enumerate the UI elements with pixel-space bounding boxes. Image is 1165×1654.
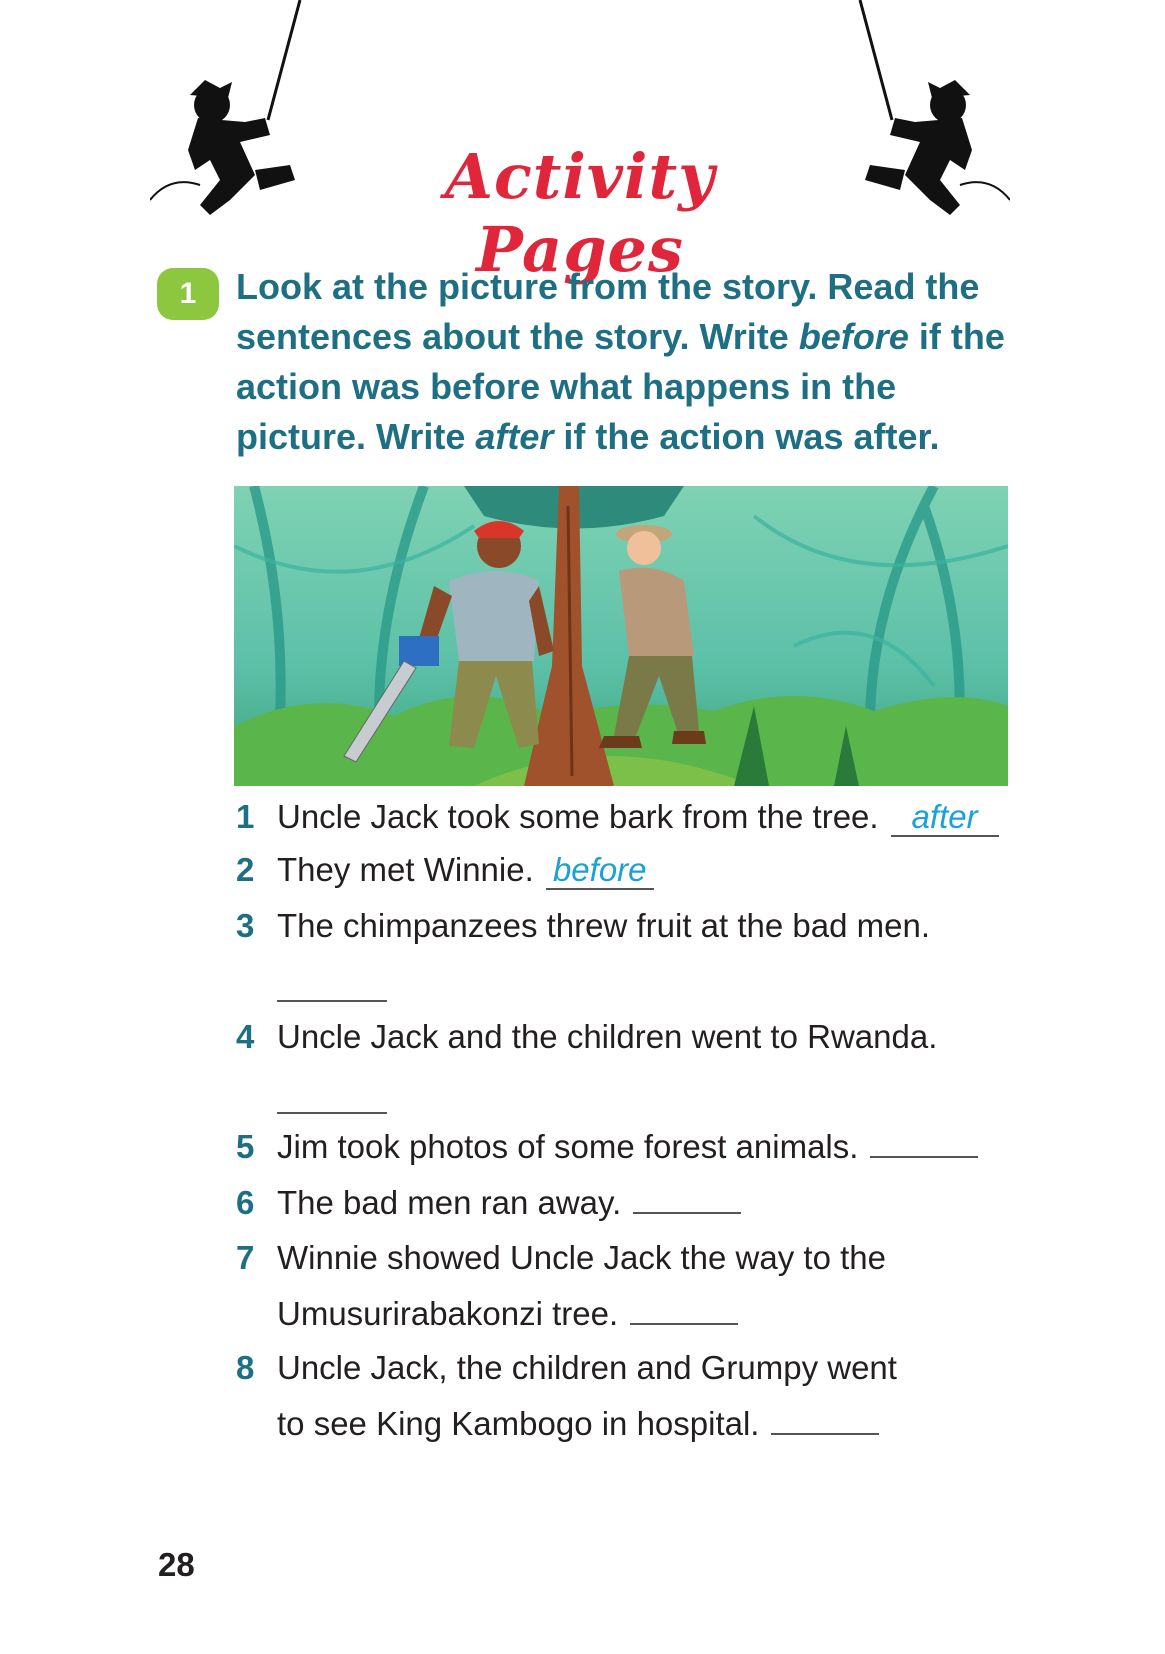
question-text: Uncle Jack, the children and Grumpy went [277,1349,897,1386]
page-title: Activity Pages [444,140,716,286]
question-text: Uncle Jack took some bark from the tree. [277,798,879,835]
question-text: to see King Kambogo in hospital. [277,1405,760,1442]
question-number: 3 [236,907,255,944]
page-number: 28 [158,1546,195,1583]
question-number: 8 [236,1349,255,1386]
question-text: Uncle Jack and the children went to Rwanda. [277,1018,938,1055]
exercise-instruction: Look at the picture from the story. Read the sentences about the story. Write before if the action was before what happens in the picture. Write after if the action was after. [236,266,1005,457]
question-text: The chimpanzees threw fruit at the bad men. [277,907,931,944]
question-text: They met Winnie. [277,851,534,888]
answer-field[interactable] [870,1128,978,1158]
page-header [150,0,1010,286]
answer-field[interactable] [633,1184,741,1214]
question-number: 4 [236,1018,255,1055]
question-text: The bad men ran away. [277,1184,622,1221]
question-number: 1 [236,798,255,835]
exercise-number-badge: 1 [157,268,219,320]
question-text: Umusurirabakonzi tree. [277,1295,619,1332]
question-number: 7 [236,1239,255,1276]
question-text: Jim took photos of some forest animals. [277,1128,859,1165]
question-number: 6 [236,1184,255,1221]
answer-field[interactable] [630,1295,738,1325]
question-number: 2 [236,851,255,888]
answer-field[interactable] [277,1112,387,1114]
story-illustration [234,486,1008,786]
answer-field[interactable]: after [891,799,999,837]
question-text: Winnie showed Uncle Jack the way to the [277,1239,886,1276]
answer-field[interactable] [771,1405,879,1435]
answer-field[interactable]: before [546,852,654,890]
question-number: 5 [236,1128,255,1165]
answer-field[interactable] [277,1000,387,1002]
